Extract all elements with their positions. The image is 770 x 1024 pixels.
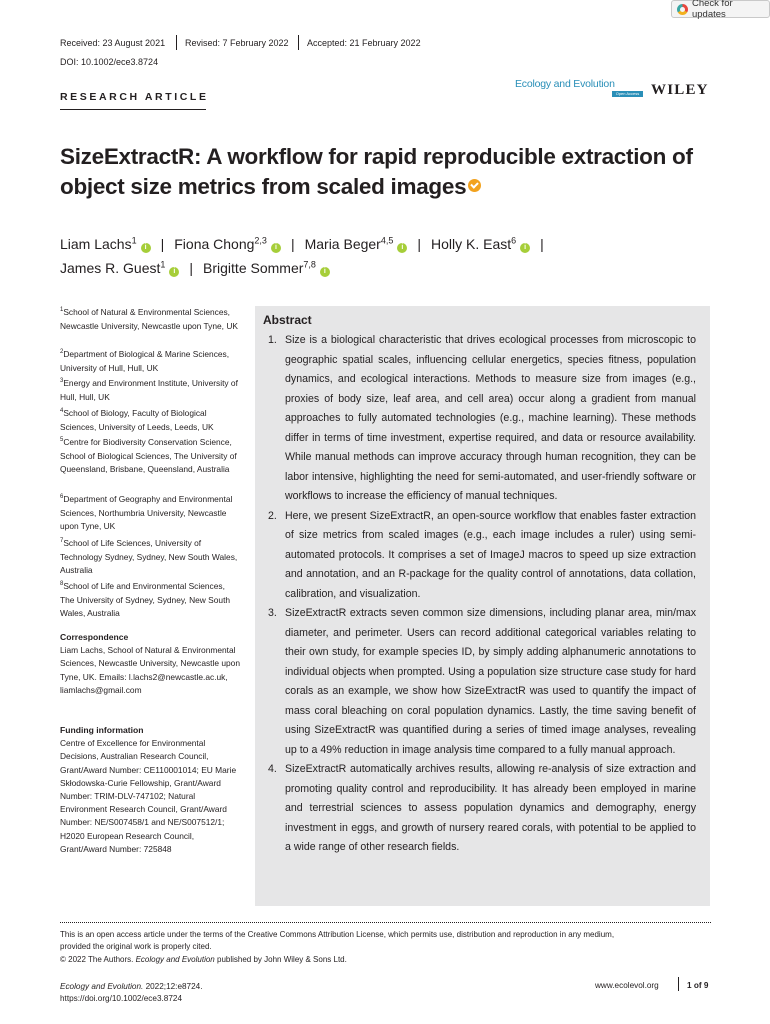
header-divider [176, 35, 177, 50]
abstract-item: 2. Here, we present SizeExtractR, an open-source workflow that enables faster extraction of size metrics from scaled images (e.g., each image includes a ruler) using semi-automated protocols. It comprises a set of ImageJ macros to speed up size extraction and annotation, and an R-package for the quality control of annotations, data collation, calibration, and visualization. [268, 509, 696, 600]
author-name: Maria Beger$^{4,5}$ [304, 235, 394, 252]
doi[interactable]: DOI: 10.1002/ece3.8724 [60, 57, 159, 67]
article-type: RESEARCH ARTICLE [60, 91, 209, 103]
orcid-icon[interactable]: i [169, 267, 179, 277]
open-access-badge: Open Access [612, 91, 643, 97]
journal-website-link[interactable]: www.ecolevol.org [595, 981, 659, 990]
correspondence [60, 631, 240, 697]
article-title [60, 142, 720, 202]
author-name: James R. Guest$^1$ [60, 259, 166, 276]
license-line: provided the original work is properly cited. [60, 942, 212, 951]
footer-rule [60, 922, 711, 923]
affiliation: $^5$Centre for Biodiversity Conservation Science, School of Biological Sciences, The University of Queensland, Brisbane, Queensland, Australia [60, 436, 237, 475]
affiliation: $^7$School of Life Sciences, University of Technology Sydney, Sydney, New South Wales, Australia [60, 537, 238, 576]
revised-date: Revised: 7 February 2022 [185, 38, 289, 48]
author-list-line-2: James R. Guest$^1$i | Brigitte Sommer$^{7,8}$i [60, 252, 330, 280]
affiliation: $^1$School of Natural & Environmental Sciences, Newcastle University, Newcastle upon Tyne, UK [60, 306, 238, 331]
affiliation: $^3$Energy and Environment Institute, University of Hull, Hull, UK [60, 377, 238, 402]
abstract-list [268, 331, 696, 858]
copyright-line: © 2022 The Authors. Ecology and Evolution published by John Wiley & Sons Ltd. [60, 955, 347, 964]
orcid-icon[interactable]: i [271, 243, 281, 253]
accepted-date: Accepted: 21 February 2022 [307, 38, 421, 48]
affiliation: $^8$School of Life and Environmental Sciences, The University of Sydney, Sydney, New South Wales, Australia [60, 580, 231, 619]
abstract-item: 1. Size is a biological characteristic that drives ecological processes from microscopic to geographic spatial scales, influencing cellular energetics, species fitness, population dynamics, and ecological interactions. Methods to measure size from images (e.g., proxies of body size, leaf area, and cell area) occur along a gradient from manual approaches to fully automated technologies (e.g., machine learning). These methods differ in terms of time investment, expertise required, and data or resource availability. While manual methods can improve accuracy through human recognition, they can be labor intensive, highlighting the need for semi-automated, and user-friendly software or workflows to increase the efficiency of manual techniques. [268, 334, 696, 502]
check-updates-icon [677, 4, 688, 15]
author-name: Holly K. East$^6$ [431, 235, 517, 252]
author-name: Brigitte Sommer$^{7,8}$ [203, 259, 316, 276]
correspondence-text: Liam Lachs, School of Natural & Environmental Sciences, Newcastle University, Newcastle upon Tyne, UK. Emails: l.lachs2@newcastle.ac.uk, liamlachs@gmail.com [60, 645, 240, 695]
orcid-icon[interactable]: i [397, 243, 407, 253]
abstract-item: 3. SizeExtractR extracts seven common size dimensions, including planar area, min/max diameter, and perimeter. Users can record additional categorical variables relating to their own study, for example species ID, by simply adding alphanumeric annotations to individual objects when prompted. Using a population size structure case study for hard corals as an example, we show how SizeExtractR was used to quantify the impact of mass coral bleaching on coral population dynamics. Lastly, the time saving benefit of using SizeExtractR was quantified during a series of timed image analyses, revealing up to a 49% reduction in image analysis time compared to a fully manual approach. [268, 607, 696, 756]
funding-heading: Funding information [60, 725, 144, 735]
license-line: This is an open access article under the terms of the Creative Commons Attribution License, which permits use, distribution and reproduction in any medium, [60, 930, 615, 939]
affiliation: $^6$Department of Geography and Environmental Sciences, Northumbria University, Newcastle upon Tyne, UK [60, 493, 233, 532]
affiliation: $^2$Department of Biological & Marine Sciences, University of Hull, Hull, UK [60, 348, 230, 373]
title-line-2: object size metrics from scaled images [60, 174, 467, 199]
correspondence-heading: Correspondence [60, 632, 129, 642]
abstract-item: 4. SizeExtractR automatically archives results, allowing re-analysis of size extraction and promoting quality control and reproducibility. It has already been employed in marine and terrestrial sciences to assess population dynamics and demography, energy investment in eggs, and growth of nursery reared corals, with potential to be applied to a wide range of other research fields. [268, 763, 696, 853]
funding-text: Centre of Excellence for Environmental Decisions, Australian Research Council, Grant/Award Number: CE110001014; EU Marie Skłodowska-Curie Fellowship, Grant/Award Number: TRIM-DLV-747102; Natural Environment Research Council, Grant/Award Number: NE/S007458/1 and NE/S007512/1; H2020 European Research Council, Grant/Award Number: 725848 [60, 738, 237, 854]
orcid-icon[interactable]: i [141, 243, 151, 253]
footer-divider [678, 977, 679, 991]
journal-logo: Ecology and Evolution [515, 78, 615, 90]
orcid-icon[interactable]: i [320, 267, 330, 277]
publisher-logo: WILEY [651, 82, 709, 98]
orcid-icon[interactable]: i [520, 243, 530, 253]
title-line-1: SizeExtractR: A workflow for rapid reproducible extraction of [60, 144, 693, 169]
crossmark-icon[interactable] [468, 179, 481, 192]
author-name: Fiona Chong$^{2,3}$ [174, 235, 267, 252]
check-updates-label: Check for updates [691, 0, 733, 20]
citation: Ecology and Evolution. 2022;12:e8724. https://doi.org/10.1002/ece3.8724 [60, 982, 203, 1003]
header-divider [298, 35, 299, 50]
page-number: 1 of 9 [687, 981, 709, 990]
article-type-rule [60, 109, 206, 110]
citation-url[interactable]: https://doi.org/10.1002/ece3.8724 [60, 994, 182, 1003]
funding-information [60, 724, 240, 856]
received-date: Received: 23 August 2021 [60, 38, 166, 48]
author-name: Liam Lachs$^1$ [60, 235, 137, 252]
affiliation: $^4$School of Biology, Faculty of Biological Sciences, University of Leeds, Leeds, UK [60, 407, 214, 432]
author-list-line-1: Liam Lachs$^1$i | Fiona Chong$^{2,3}$i | Maria Beger$^{4,5}$i | Holly K. East$^6$i | [60, 235, 544, 252]
abstract-heading: Abstract [263, 313, 312, 327]
check-for-updates-button[interactable] [671, 0, 770, 18]
